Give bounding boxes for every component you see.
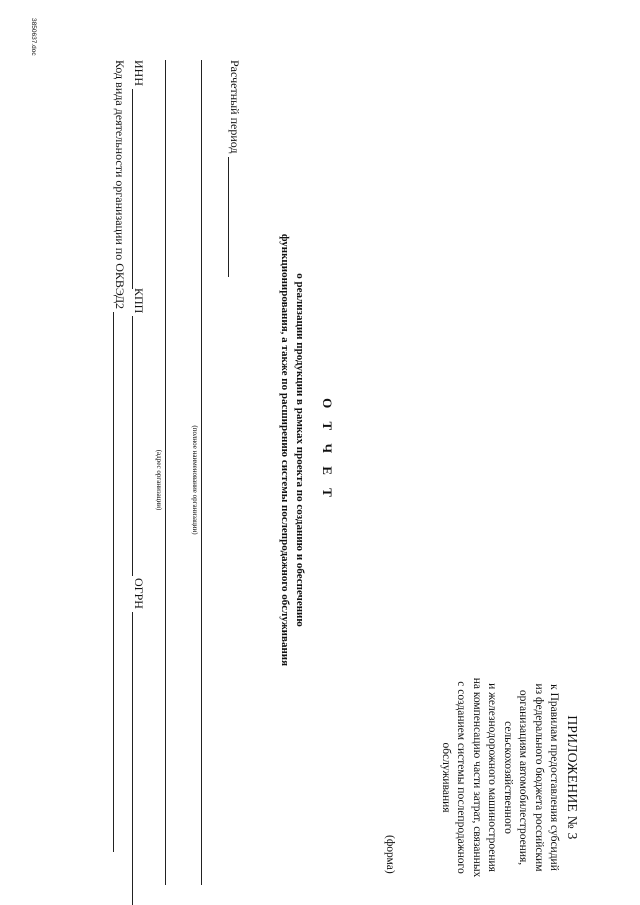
appendix-heading: ПРИЛОЖЕНИЕ № 3 (565, 715, 580, 840)
appendix-block (438, 660, 581, 895)
org-address-line[interactable] (165, 60, 166, 885)
kpp-label: КПП (132, 288, 146, 314)
appendix-line: и железнодорожного машиностроения (486, 683, 499, 872)
appendix-line: из федерального бюджета российским (533, 683, 545, 872)
appendix-line: с созданием системы послепродажного (455, 681, 468, 874)
ogrn-field (132, 578, 146, 905)
report-title-block (278, 160, 335, 740)
appendix-line: организациям автомобилестроения, (517, 689, 530, 866)
org-address-caption: (адрес организации) (155, 449, 163, 511)
okved-input-line[interactable] (113, 312, 125, 852)
report-subtitle: о реализации продукции в рамках проекта по созданию и обеспечению (294, 273, 306, 627)
okved-label: Код вида деятельности организации по ОКВЭД2 (113, 60, 127, 309)
period-field (228, 60, 242, 277)
inn-field (132, 60, 146, 289)
ogrn-input-line[interactable] (132, 612, 144, 905)
appendix-line: сельскохозяйственного (502, 721, 514, 834)
report-subtitle: функционирования, а также по расширению системы послепродажного обслуживания (279, 233, 292, 667)
inn-input-line[interactable] (132, 89, 144, 289)
kpp-field (132, 288, 146, 576)
kpp-input-line[interactable] (132, 316, 144, 576)
report-title: О Т Ч Е Т (320, 398, 335, 502)
inn-label: ИНН (132, 60, 146, 86)
form-label: (форма) (384, 835, 396, 874)
period-label: Расчетный период (228, 60, 242, 154)
org-name-caption: (полное наименование организации) (191, 425, 199, 535)
appendix-line: обслуживания (440, 742, 452, 813)
ogrn-label: ОГРН (132, 578, 146, 609)
appendix-line: к Правилам предоставления субсидий (548, 684, 561, 871)
doc-id: 3850637.doc (30, 18, 37, 56)
org-name-line[interactable] (201, 60, 202, 885)
period-input-line[interactable] (228, 157, 240, 277)
appendix-line: на компенсацию части затрат, связанных (471, 677, 483, 878)
okved-field (113, 60, 127, 852)
